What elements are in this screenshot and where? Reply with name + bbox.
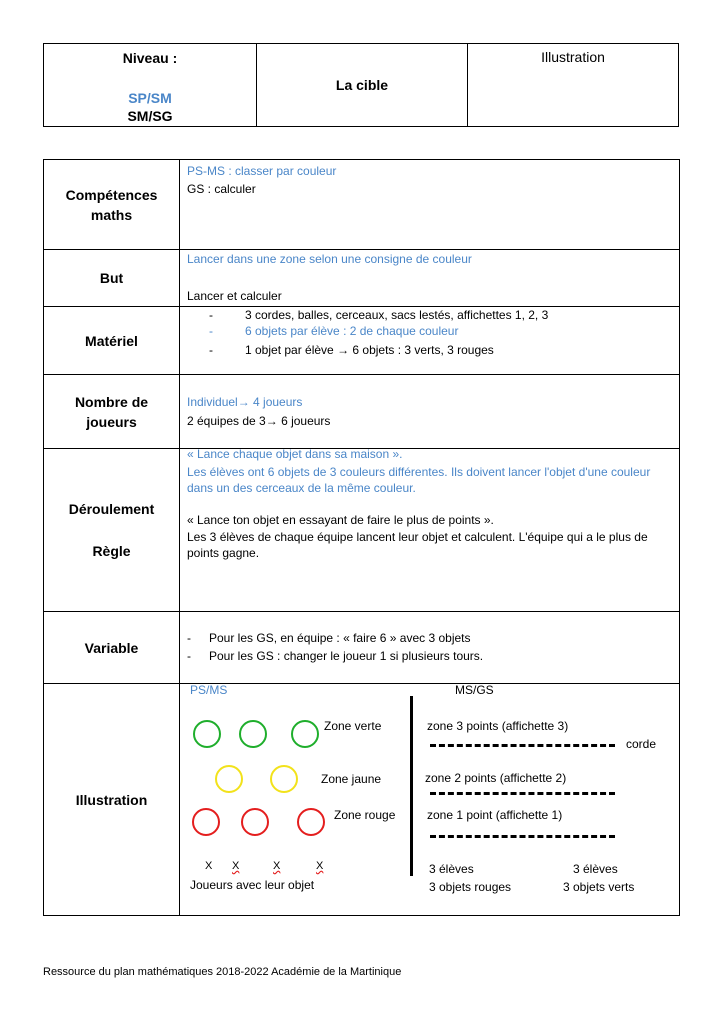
footer-text: Ressource du plan mathématiques 2018-2022 Académie de la Martinique: [43, 966, 402, 978]
zone-rouge-label: Zone rouge: [334, 808, 396, 822]
player-x-mark: X: [316, 860, 324, 872]
corde-dashed-line: [430, 792, 615, 795]
player-x-mark: X: [232, 860, 240, 872]
materiel-item-1: - 3 cordes, balles, cerceaux, sacs lestés, affichettes 1, 2, 3: [209, 308, 549, 322]
zone-verte-label: Zone verte: [324, 719, 382, 733]
row-label-variable: [44, 612, 180, 683]
player-x-mark: X: [273, 860, 281, 872]
joueurs-line-2: 2 équipes de 3→ 6 joueurs: [187, 414, 331, 428]
corde-label: corde: [626, 737, 657, 751]
deroulement-para-1: Les élèves ont 6 objets de 3 couleurs différentes. Ils doivent lancer l'objet d'une couleur dans un des cerceaux de la même couleur.: [187, 465, 651, 495]
zone-3-label: zone 3 points (affichette 3): [427, 719, 569, 733]
competences-line-1: PS-MS : classer par couleur: [187, 164, 337, 178]
deroulement-line-2: « Lance ton objet en essayant de faire le plus de points ».: [187, 513, 494, 527]
materiel-item-3: - 1 objet par élève → 6 objets : 3 verts, 3 rouges: [209, 343, 494, 357]
row-label-joueurs: [44, 375, 180, 448]
corde-dashed-line: [430, 744, 615, 747]
row-label-materiel: [44, 307, 180, 374]
niveau-value-2: SM/SG: [127, 108, 173, 124]
materiel-label: Matériel: [85, 332, 138, 349]
separator-line: [410, 696, 413, 876]
green-hoop-icon: [291, 720, 319, 748]
materiel-item-2: - 6 objets par élève : 2 de chaque couleur: [209, 324, 459, 338]
niveau-label: Niveau :: [122, 50, 178, 66]
zone-jaune-label: Zone jaune: [321, 772, 382, 786]
but-label: But: [99, 270, 124, 286]
red-hoop-icon: [241, 808, 269, 836]
red-hoop-icon: [192, 808, 220, 836]
row-but: [44, 250, 679, 307]
page-title: La cible: [335, 77, 389, 93]
joueurs-label-2: joueurs: [86, 413, 137, 430]
zone-1-label: zone 1 point (affichette 1): [427, 808, 563, 822]
main-table: [43, 159, 680, 916]
objets-rouges: 3 objets rouges: [429, 880, 512, 894]
green-hoop-icon: [193, 720, 221, 748]
illustration-header-cell: [468, 44, 678, 126]
joueurs-caption: Joueurs avec leur objet: [190, 878, 315, 892]
illustration-label: Illustration: [75, 791, 148, 808]
row-materiel: [44, 307, 679, 375]
deroulement-label-1: Déroulement: [68, 501, 155, 517]
eleves-left: 3 élèves: [429, 862, 474, 876]
objets-verts: 3 objets verts: [563, 880, 635, 894]
eleves-right: 3 élèves: [573, 862, 618, 876]
deroulement-line-1: « Lance chaque objet dans sa maison ».: [187, 447, 403, 461]
ps-ms-title: PS/MS: [190, 683, 228, 697]
competences-label-1: Compétences: [65, 186, 158, 203]
joueurs-line-1: Individuel→ 4 joueurs: [187, 395, 303, 409]
row-variable: [44, 612, 679, 684]
ms-gs-title: MS/GS: [455, 683, 494, 697]
zone-2-label: zone 2 points (affichette 2): [425, 771, 567, 785]
yellow-hoop-icon: [270, 765, 298, 793]
yellow-hoop-icon: [215, 765, 243, 793]
competences-label-2: maths: [90, 206, 133, 223]
variable-label: Variable: [84, 639, 139, 656]
corde-dashed-line: [430, 835, 615, 838]
row-label-illustration: [44, 684, 180, 915]
title-cell: [257, 44, 468, 126]
illustration-panel: [180, 684, 679, 915]
variable-item-1: - Pour les GS, en équipe : « faire 6 » avec 3 objets: [187, 631, 471, 645]
joueurs-label-1: Nombre de: [74, 393, 149, 410]
row-competences: [44, 160, 679, 250]
row-deroulement: [44, 449, 679, 612]
niveau-cell: [44, 44, 257, 126]
but-line-2: Lancer et calculer: [187, 289, 282, 303]
player-x-mark: X: [205, 860, 213, 872]
deroulement-label-2: Règle: [92, 543, 131, 559]
header-table: [43, 43, 679, 127]
competences-line-2: GS : calculer: [187, 182, 256, 196]
row-label-but: [44, 250, 180, 306]
row-joueurs: [44, 375, 679, 449]
row-label-deroulement: [44, 449, 180, 611]
red-hoop-icon: [297, 808, 325, 836]
row-illustration: [44, 684, 679, 915]
deroulement-para-2: Les 3 élèves de chaque équipe lancent leur objet et calculent. L'équipe qui a le plus de points gagne.: [187, 530, 648, 560]
variable-item-2: - Pour les GS : changer le joueur 1 si plusieurs tours.: [187, 649, 484, 663]
green-hoop-icon: [239, 720, 267, 748]
niveau-value-1: SP/SM: [128, 90, 172, 106]
row-label-competences: [44, 160, 180, 249]
illustration-header-label: Illustration: [541, 49, 605, 65]
but-line-1: Lancer dans une zone selon une consigne de couleur: [187, 252, 472, 266]
